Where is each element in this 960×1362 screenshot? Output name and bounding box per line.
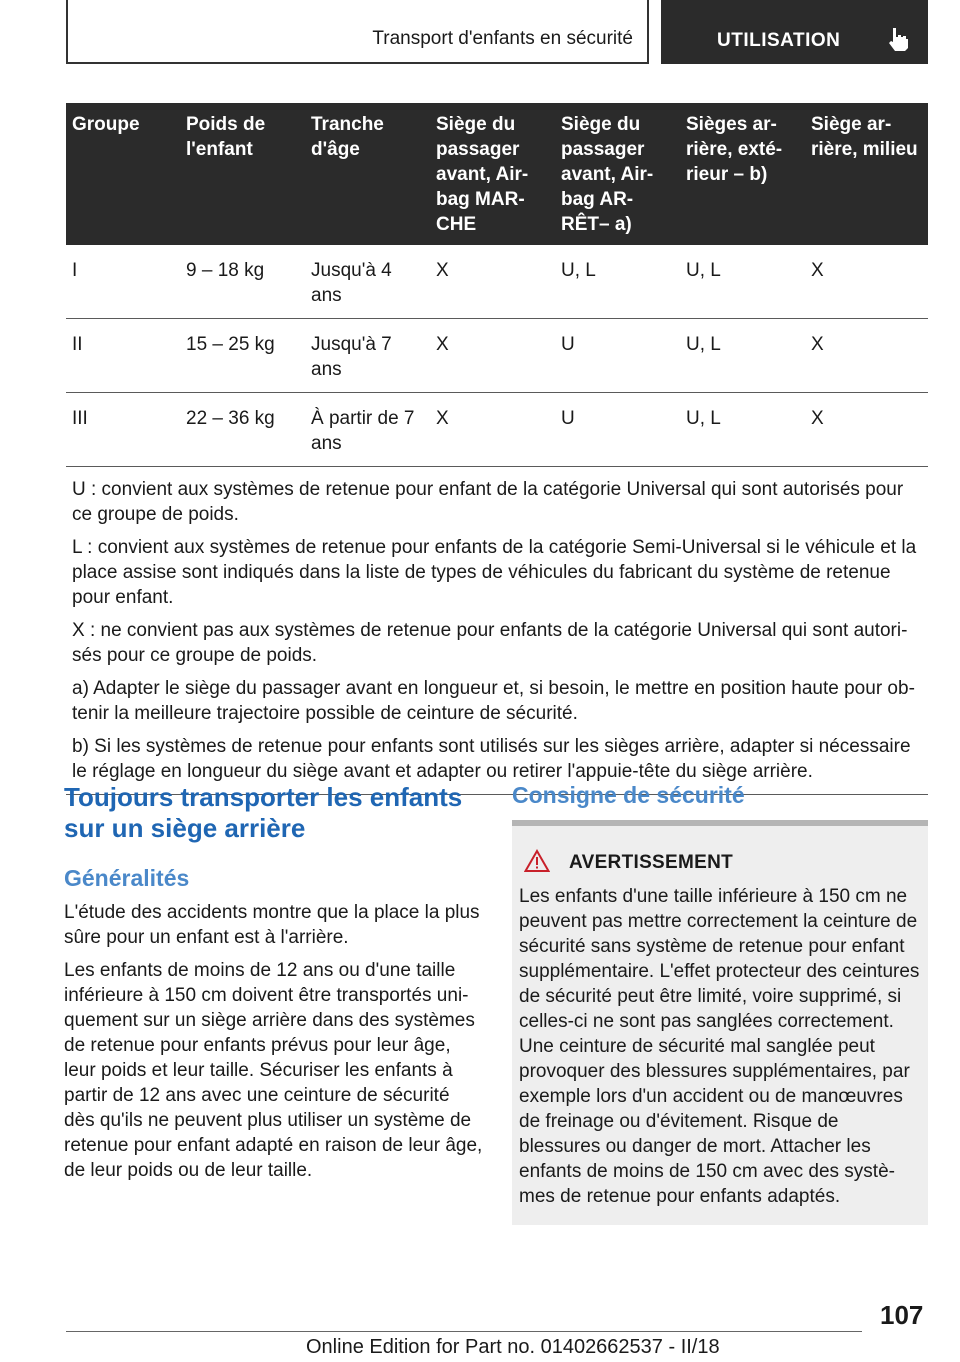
subsection-title: Généralités [64,865,190,891]
header-cell: Tranche d'âge [305,103,430,245]
warning-box [512,820,928,1225]
table-row [66,245,928,319]
table-cell: À partir de 7 ans [305,393,430,467]
footer-edition: Online Edition for Part no. 01402662537 - II/18 [306,1336,720,1358]
header-section-title: Transport d'enfants en sécurité [372,28,633,49]
safety-section-title: Consigne de sécurité [512,782,745,808]
table-cell: X [430,319,555,393]
page-number: 107 [880,1300,924,1330]
table-cell: 15 – 25 kg [180,319,305,393]
table-notes-row [66,467,928,795]
header-chapter-title: UTILISATION [717,30,841,51]
section-title: Toujours transporter les enfants sur un siège arrière [64,782,463,843]
header-cell: Siège du passager avant, Airbag MARCHE [430,103,555,245]
table-cell: III [66,393,180,467]
table-notes [66,467,928,795]
table-cell: U, L [555,245,680,319]
table-cell: U [555,319,680,393]
warning-text: Les enfants d'une taille inférieure à 150 cm ne peuvent pas mettre correctement la ceinture de sécurité sans système de retenue pour enfant supplémentaire. L'effet protecteur des ceintures de sécurité peut être limité, voire supprimé, si celles-ci ne sont pas sanglées correctement. Une ceinture de sécurité mal sanglée peut provoquer des blessures supplémentaires, par exemple lors d'un accident ou de manœuvres de freinage ou d'évitement. Risque de blessures ou danger de mort. Attacher les enfants de moins de 150 cm avec des systèmes de retenue pour enfants adaptés. [519,886,920,1207]
note-l: L : convient aux systèmes de retenue pour enfants de la catégorie Semi-Universal si le véhicule et la place assise sont indiqués dans la liste de types de véhicules du fabricant du système de retenue pour enfant. [72,537,917,608]
warning-title: AVERTISSEMENT [569,852,734,873]
header-section-box [66,0,649,64]
table-cell: II [66,319,180,393]
header-cell: Poids de l'enfant [180,103,305,245]
table-cell: X [805,393,928,467]
header-cell: Sièges arrière, extérieur – b) [680,103,805,245]
table-cell: Jusqu'à 4 ans [305,245,430,319]
table-cell: U [555,393,680,467]
paragraph: Les enfants de moins de 12 ans ou d'une taille inférieure à 150 cm doivent être transportés uniquement sur un siège arrière dans des systèmes de retenue pour enfants prévus pour leur âge, leur poids et leur taille. Sécuriser les enfants à partir de 12 ans avec une ceinture de sécurité dès qu'ils ne peuvent plus utiliser un système de retenue pour enfant adapté en raison de leur âge, de leur poids ou de leur taille. [64,960,483,1181]
table-cell: U, L [680,319,805,393]
table-cell: U, L [680,245,805,319]
note-x: X : ne convient pas aux systèmes de retenue pour enfants de la catégorie Universal qui sont autorisés pour ce groupe de poids. [72,620,908,666]
table-row [66,393,928,467]
note-a: a) Adapter le siège du passager avant en longueur et, si besoin, le mettre en position haute pour obtenir la meilleure trajectoire possible de ceinture de sécurité. [72,678,915,724]
header-cell: Groupe [66,103,180,245]
table-cell: I [66,245,180,319]
header-cell: Siège du passager avant, Airbag ARRÊT– a) [555,103,680,245]
table-cell: Jusqu'à 7 ans [305,319,430,393]
footer-divider [66,1331,862,1332]
table-header-row [66,103,928,245]
table-cell: X [805,245,928,319]
table-row [66,319,928,393]
table-cell: 9 – 18 kg [180,245,305,319]
table-cell: X [805,319,928,393]
pointing-hand-icon [887,26,909,52]
note-b: b) Si les systèmes de retenue pour enfants sont utilisés sur les sièges arrière, adapter si nécessaire le réglage en longueur du siège avant et adapter ou retirer l'appuie-tête du siège arrière. [72,736,911,782]
warning-triangle-icon [524,849,550,873]
note-u: U : convient aux systèmes de retenue pour enfant de la catégorie Universal qui sont autorisés pour ce groupe de poids. [72,479,904,525]
child-seat-table [66,103,928,795]
header-chapter-box [661,0,928,64]
table-cell: 22 – 36 kg [180,393,305,467]
table-cell: X [430,393,555,467]
table-cell: X [430,245,555,319]
paragraph: L'étude des accidents montre que la place la plus sûre pour un enfant est à l'arrière. [64,902,480,948]
table-cell: U, L [680,393,805,467]
header-cell: Siège arrière, milieu [805,103,928,245]
